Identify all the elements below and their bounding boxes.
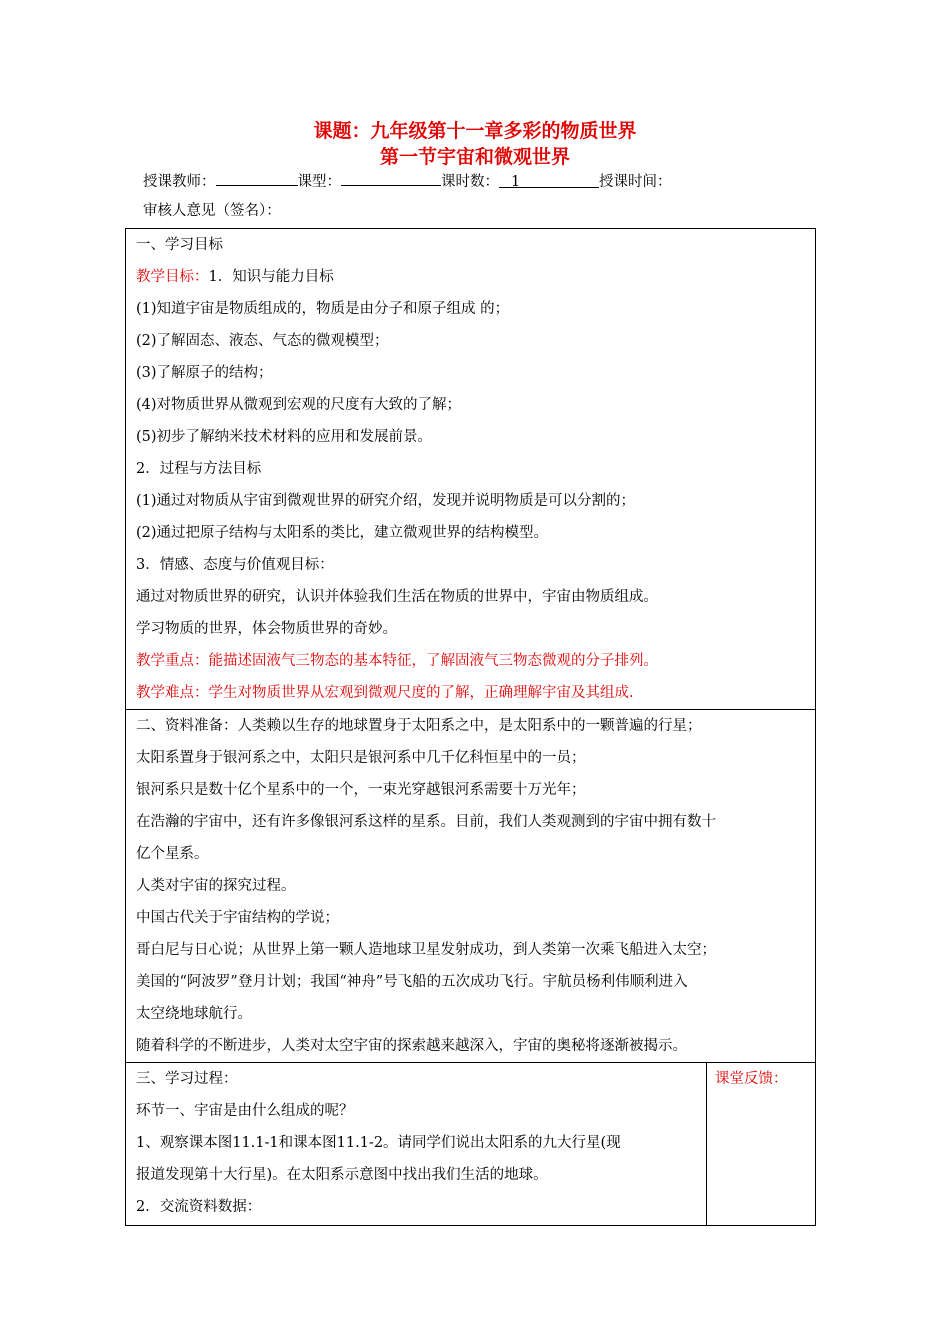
process-row (126, 1063, 816, 1226)
materials-cell (126, 710, 816, 1063)
teaching-goal-line (136, 261, 815, 293)
objectives-cell (126, 229, 816, 710)
feedback-label: 课堂反馈： (715, 1071, 788, 1087)
teacher-label: 授课教师： (143, 174, 216, 190)
type-field[interactable] (341, 169, 441, 186)
objectives-heading: 一、学习目标 (136, 237, 223, 253)
goal-knowledge: 1．知识与能力目标 (208, 269, 334, 285)
feedback-cell (707, 1063, 816, 1226)
teacher-field[interactable] (216, 169, 298, 186)
paragraph-line: 太阳系置身于银河系之中，太阳只是银河系中几千亿科恒星中的一员； (136, 750, 586, 766)
paragraph-line: 亿个星系。 (136, 846, 209, 862)
list-item: (1)知道宇宙是物质组成的，物质是由分子和原子组成 的； (136, 301, 510, 317)
paragraph-line: 二、资料准备：人类赖以生存的地球置身于太阳系之中，是太阳系中的一颗普遍的行星； (136, 718, 702, 734)
list-item: (3)了解原子的结构； (136, 365, 273, 381)
list-item: (5)初步了解纳米技术材料的应用和发展前景。 (136, 429, 433, 445)
type-label: 课型： (297, 174, 341, 190)
lesson-title: 课题：九年级第十一章多彩的物质世界 (313, 120, 637, 142)
paragraph-line: 环节一、宇宙是由什么组成的呢？ (136, 1103, 354, 1119)
objectives-row (126, 229, 816, 710)
hours-field[interactable]: 1 (499, 172, 599, 188)
list-item: 学习物质的世界，体会物质世界的奇妙。 (136, 621, 397, 637)
paragraph-line: 在浩瀚的宇宙中，还有许多像银河系这样的星系。目前，我们人类观测到的宇宙中拥有数十 (136, 814, 716, 830)
materials-row (126, 710, 816, 1063)
list-item: 通过对物质世界的研究，认识并体验我们生活在物质的世界中，宇宙由物质组成。 (136, 589, 658, 605)
paragraph-line: 哥白尼与日心说；从世界上第一颗人造地球卫星发射成功，到人类第一次乘飞船进入太空； (136, 942, 716, 958)
process-heading: 三、学习过程： (136, 1071, 238, 1087)
teaching-goal-label: 教学目标： (136, 269, 209, 285)
paragraph-line: 中国古代关于宇宙结构的学说； (136, 910, 339, 926)
difficulty-point: 教学难点：学生对物质世界从宏观到微观尺度的了解，正确理解宇宙及其组成. (136, 685, 634, 701)
goal-attitude: 3．情感、态度与价值观目标： (136, 557, 334, 573)
paragraph-line: 随着科学的不断进步，人类对太空宇宙的探索越来越深入，宇宙的奥秘将逐渐被揭示。 (136, 1038, 687, 1054)
paragraph-line: 美国的“阿波罗”登月计划；我国“神舟”号飞船的五次成功飞行。宇航员杨利伟顺利进入 (136, 974, 688, 990)
time-label: 授课时间： (599, 174, 672, 190)
list-item: (1)通过对物质从宇宙到微观世界的研究介绍，发现并说明物质是可以分割的； (136, 493, 636, 509)
paragraph-line: 人类对宇宙的探究过程。 (136, 878, 296, 894)
list-item: (2)了解固态、液态、气态的微观模型； (136, 333, 389, 349)
paragraph-line: 银河系只是数十亿个星系中的一个，一束光穿越银河系需要十万光年； (136, 782, 586, 798)
key-point: 教学重点：能描述固液气三物态的基本特征，了解固液气三物态微观的分子排列。 (136, 653, 658, 669)
goal-process: 2．过程与方法目标 (136, 461, 262, 477)
lesson-meta-row (143, 169, 672, 192)
list-item: (4)对物质世界从微观到宏观的尺度有大致的了解； (136, 397, 462, 413)
section-title: 第一节宇宙和微观世界 (379, 146, 570, 168)
list-item: (2)通过把原子结构与太阳系的类比，建立微观世界的结构模型。 (136, 525, 549, 541)
paragraph-line: 1、观察课本图11.1-1和课本图11.1-2。请同学们说出太阳系的九大行星(现 (136, 1135, 621, 1151)
reviewer-row: 审核人意见（签名）： (143, 203, 281, 219)
paragraph-line: 报道发现第十大行星)。在太阳系示意图中找出我们生活的地球。 (136, 1167, 548, 1183)
lesson-plan-table (125, 228, 816, 1226)
hours-label: 课时数： (441, 174, 499, 190)
paragraph-line: 2．交流资料数据： (136, 1199, 262, 1215)
paragraph-line: 太空绕地球航行。 (136, 1006, 252, 1022)
process-cell (126, 1063, 707, 1226)
